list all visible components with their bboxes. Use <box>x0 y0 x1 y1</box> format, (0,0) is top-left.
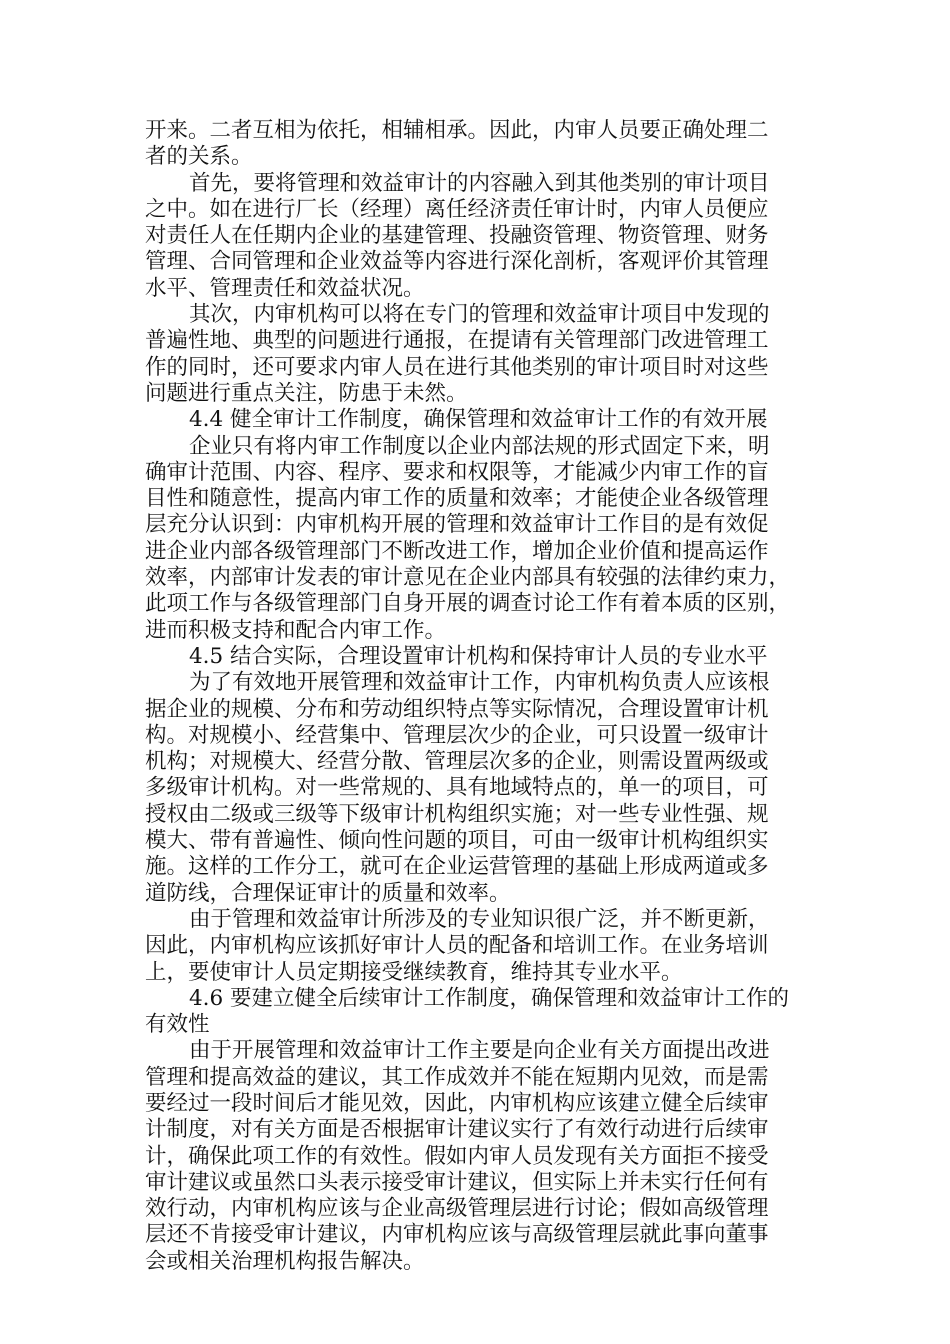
text-line: 对责任人在任期内企业的基建管理、投融资管理、物资管理、财务 <box>145 223 769 249</box>
text-line: 会或相关治理机构报告解决。 <box>145 1248 425 1274</box>
text-line: 4.6 要建立健全后续审计工作制度，确保管理和效益审计工作的 <box>189 985 790 1011</box>
text-line: 据企业的规模、分布和劳动组织特点等实际情况，合理设置审计机 <box>145 696 769 722</box>
text-line: 确审计范围、内容、程序、要求和权限等，才能减少内审工作的盲 <box>145 459 769 485</box>
text-line: 普遍性地、典型的问题进行通报，在提请有关管理部门改进管理工 <box>145 328 769 354</box>
text-line: 企业只有将内审工作制度以企业内部法规的形式固定下来，明 <box>189 433 770 459</box>
text-line: 由于管理和效益审计所涉及的专业知识很广泛，并不断更新， <box>189 906 770 932</box>
text-line: 者的关系。 <box>145 144 253 170</box>
text-line: 水平、管理责任和效益状况。 <box>145 275 425 301</box>
text-line: 有效性 <box>145 1012 210 1038</box>
text-line: 模大、带有普遍性、倾向性问题的项目，可由一级审计机构组织实 <box>145 828 769 854</box>
text-line: 目性和随意性，提高内审工作的质量和效率；才能使企业各级管理 <box>145 486 769 512</box>
document-page <box>145 118 810 1275</box>
text-line: 由于开展管理和效益审计工作主要是向企业有关方面提出改进 <box>189 1038 770 1064</box>
text-line: 效行动，内审机构应该与企业高级管理层进行讨论；假如高级管理 <box>145 1196 769 1222</box>
text-line: 之中。如在进行厂长（经理）离任经济责任审计时，内审人员便应 <box>145 196 769 222</box>
text-line: 审计建议或虽然口头表示接受审计建议，但实际上并未实行任何有 <box>145 1169 769 1195</box>
text-line: 4.4 健全审计工作制度，确保管理和效益审计工作的有效开展 <box>189 407 768 433</box>
text-line: 进而积极支持和配合内审工作。 <box>145 617 447 643</box>
text-line: 道防线，合理保证审计的质量和效率。 <box>145 880 511 906</box>
text-line: 作的同时，还可要求内审人员在进行其他类别的审计项目时对这些 <box>145 354 769 380</box>
text-line: 4.5 结合实际，合理设置审计机构和保持审计人员的专业水平 <box>189 643 768 669</box>
text-line: 进企业内部各级管理部门不断改进工作，增加企业价值和提高运作 <box>145 538 769 564</box>
text-line: 层充分认识到：内审机构开展的管理和效益审计工作目的是有效促 <box>145 512 769 538</box>
text-line: 此项工作与各级管理部门自身开展的调查讨论工作有着本质的区别， <box>145 591 791 617</box>
text-line: 计，确保此项工作的有效性。假如内审人员发现有关方面拒不接受 <box>145 1143 769 1169</box>
text-line: 施。这样的工作分工，就可在企业运营管理的基础上形成两道或多 <box>145 854 769 880</box>
text-line: 效率，内部审计发表的审计意见在企业内部具有较强的法律约束力， <box>145 565 791 591</box>
text-line: 构。对规模小、经营集中、管理层次少的企业，可只设置一级审计 <box>145 722 769 748</box>
text-line: 因此，内审机构应该抓好审计人员的配备和培训工作。在业务培训 <box>145 933 769 959</box>
text-line: 计制度，对有关方面是否根据审计建议实行了有效行动进行后续审 <box>145 1117 769 1143</box>
text-line: 上，要使审计人员定期接受继续教育，维持其专业水平。 <box>145 959 683 985</box>
text-line: 机构；对规模大、经营分散、管理层次多的企业，则需设置两级或 <box>145 749 769 775</box>
text-line: 首先，要将管理和效益审计的内容融入到其他类别的审计项目 <box>189 170 770 196</box>
text-line: 管理和提高效益的建议，其工作成效并不能在短期内见效，而是需 <box>145 1064 769 1090</box>
text-line: 开来。二者互相为依托，相辅相承。因此，内审人员要正确处理二 <box>145 118 769 143</box>
text-line: 层还不肯接受审计建议，内审机构应该与高级管理层就此事向董事 <box>145 1222 769 1248</box>
text-line: 要经过一段时间后才能见效，因此，内审机构应该建立健全后续审 <box>145 1090 769 1116</box>
text-line: 问题进行重点关注，防患于未然。 <box>145 380 468 406</box>
text-line: 为了有效地开展管理和效益审计工作，内审机构负责人应该根 <box>189 670 770 696</box>
text-line: 管理、合同管理和企业效益等内容进行深化剖析，客观评价其管理 <box>145 249 769 275</box>
text-line: 多级审计机构。对一些常规的、具有地域特点的，单一的项目，可 <box>145 775 769 801</box>
text-line: 其次，内审机构可以将在专门的管理和效益审计项目中发现的 <box>189 302 770 328</box>
text-line: 授权由二级或三级等下级审计机构组织实施；对一些专业性强、规 <box>145 801 769 827</box>
